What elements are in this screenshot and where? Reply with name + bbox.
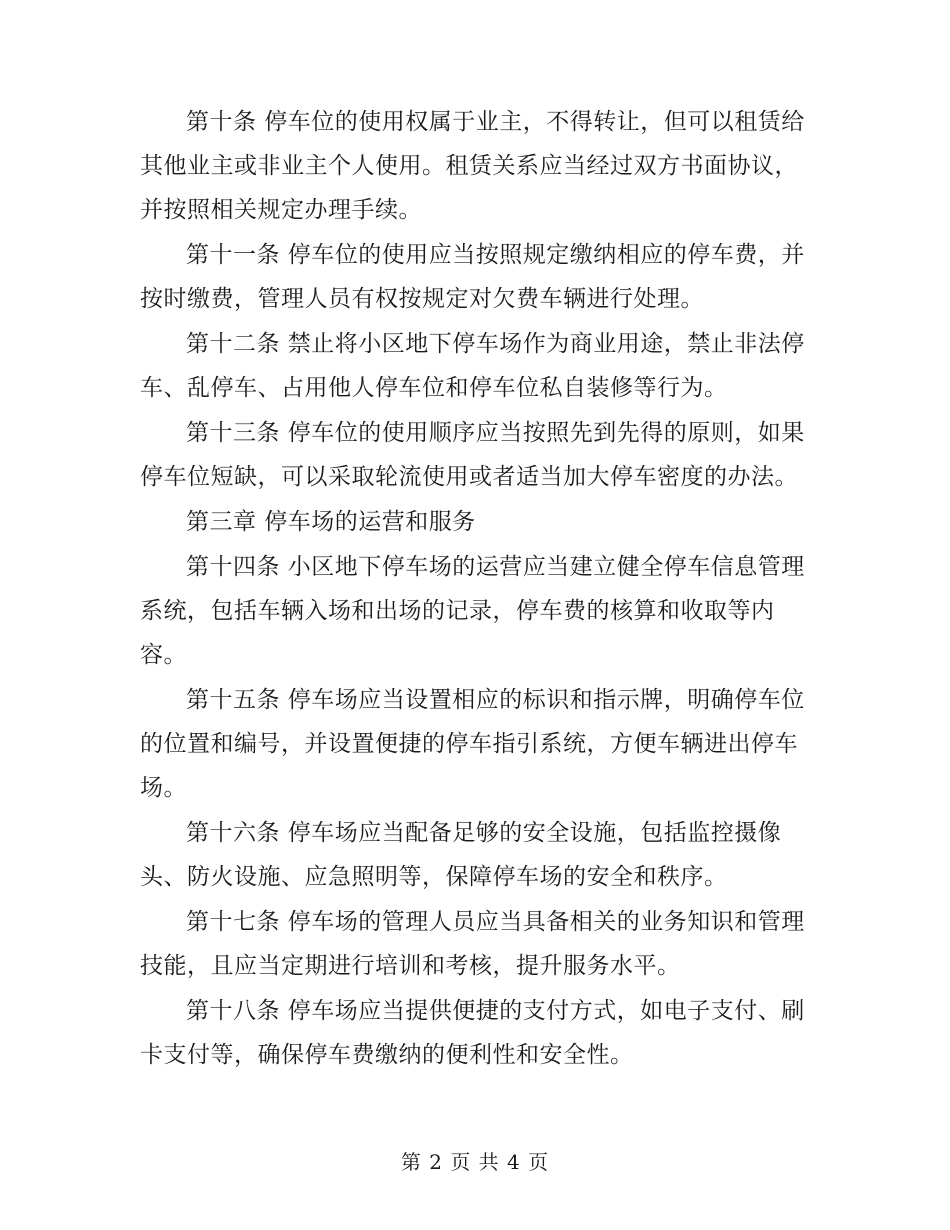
paragraph-article-13: 第十三条 停车位的使用顺序应当按照先到先得的原则，如果停车位短缺，可以采取轮流使用或者适当加大停车密度的办法。 <box>140 420 805 490</box>
paragraph-article-12: 第十二条 禁止将小区地下停车场作为商业用途，禁止非法停车、乱停车、占用他人停车位和停车位私自装修等行为。 <box>140 331 805 401</box>
paragraph-article-18: 第十八条 停车场应当提供便捷的支付方式，如电子支付、刷卡支付等，确保停车费缴纳的便利性和安全性。 <box>140 998 805 1068</box>
document-body <box>140 100 810 1078</box>
paragraph-article-10: 第十条 停车位的使用权属于业主，不得转让，但可以租赁给其他业主或非业主个人使用。租赁关系应当经过双方书面协议，并按照相关规定办理手续。 <box>140 109 805 223</box>
page-number-footer: 第 2 页 共 4 页 <box>400 1150 550 1174</box>
paragraph-article-11: 第十一条 停车位的使用应当按照规定缴纳相应的停车费，并按时缴费，管理人员有权按规定对欠费车辆进行处理。 <box>140 242 805 312</box>
paragraph-article-15: 第十五条 停车场应当设置相应的标识和指示牌，明确停车位的位置和编号，并设置便捷的停车指引系统，方便车辆进出停车场。 <box>140 687 805 801</box>
chapter-heading: 第三章 停车场的运营和服务 <box>186 509 476 535</box>
paragraph-article-14: 第十四条 小区地下停车场的运营应当建立健全停车信息管理系统，包括车辆入场和出场的记录，停车费的核算和收取等内容。 <box>140 554 805 668</box>
paragraph-article-17: 第十七条 停车场的管理人员应当具备相关的业务知识和管理技能，且应当定期进行培训和考核，提升服务水平。 <box>140 909 805 979</box>
paragraph-article-16: 第十六条 停车场应当配备足够的安全设施，包括监控摄像头、防火设施、应急照明等，保障停车场的安全和秩序。 <box>140 820 782 890</box>
